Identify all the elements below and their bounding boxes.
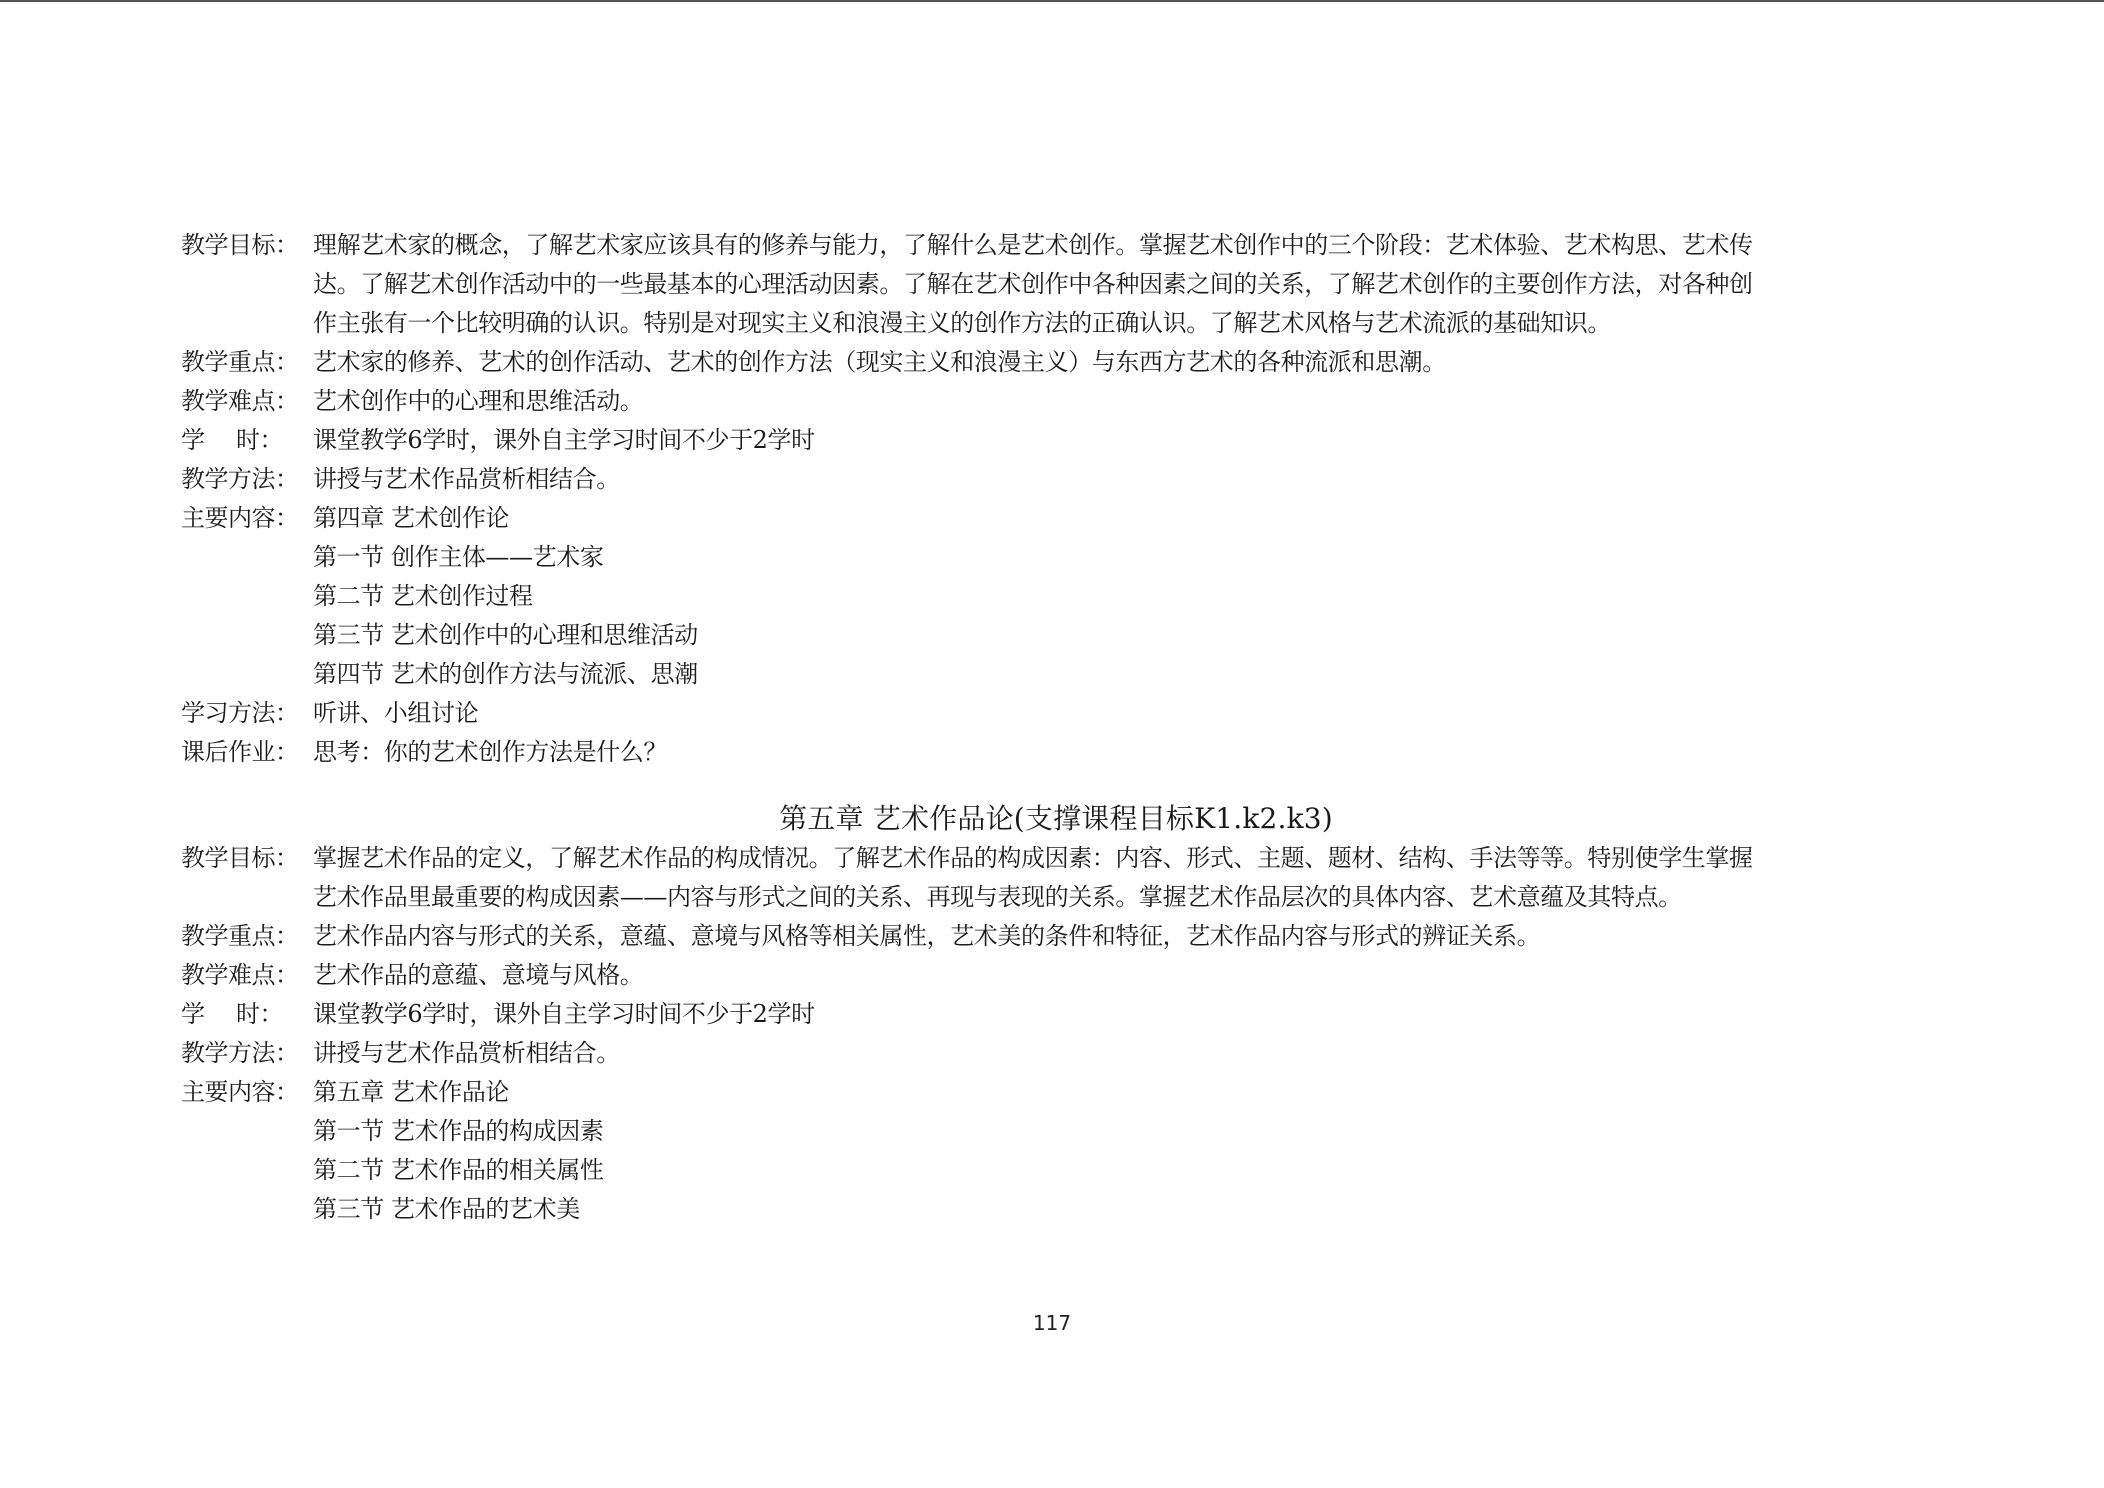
ch4-method-text: 讲授与艺术作品赏析相结合。 — [313, 465, 620, 493]
ch5-hours-row — [181, 995, 1931, 1034]
page-number: 117 — [1032, 1311, 1072, 1335]
ch5-hours-text: 课堂教学6学时，课外自主学习时间不少于2学时 — [313, 1000, 815, 1028]
ch5-hours-label — [181, 995, 313, 1034]
ch5-content-row-3 — [181, 1151, 1931, 1190]
ch5-title: 第五章 艺术作品论(支撑课程目标K1.k2.k3) — [779, 802, 1333, 835]
ch4-content-row-4 — [181, 616, 1931, 655]
ch5-content-row-2 — [181, 1112, 1931, 1151]
ch5-content-item: 第五章 艺术作品论 — [313, 1078, 510, 1106]
ch5-content-row — [181, 1073, 1931, 1112]
ch5-keypoint-text: 艺术作品内容与形式的关系，意蕴、意境与风格等相关属性，艺术美的条件和特征，艺术作品内容与形式的辨证关系。 — [313, 922, 1541, 950]
ch4-method-label: 教学方法： — [181, 465, 299, 493]
ch5-method-text: 讲授与艺术作品赏析相结合。 — [313, 1039, 620, 1067]
ch5-objective-row — [181, 839, 1931, 878]
ch4-content-row — [181, 499, 1931, 538]
ch4-objective-row — [181, 226, 1931, 265]
ch4-homework-text: 思考：你的艺术创作方法是什么？ — [313, 738, 667, 766]
ch5-content-label: 主要内容： — [181, 1078, 299, 1106]
ch4-hours-text: 课堂教学6学时，课外自主学习时间不少于2学时 — [313, 426, 815, 454]
ch4-difficulty-label: 教学难点： — [181, 387, 299, 415]
ch5-objective-line-1: 掌握艺术作品的定义，了解艺术作品的构成情况。了解艺术作品的构成因素：内容、形式、主题、题材、结构、手法等等。特别使学生掌握 — [313, 844, 1753, 872]
ch4-keypoint-row — [181, 343, 1931, 382]
ch5-content-item: 第一节 艺术作品的构成因素 — [313, 1117, 604, 1145]
ch4-content-item: 第二节 艺术创作过程 — [313, 582, 533, 610]
ch4-objective-row-2 — [181, 265, 1931, 304]
ch4-hours-row — [181, 421, 1931, 460]
ch4-content-item: 第三节 艺术创作中的心理和思维活动 — [313, 621, 698, 649]
ch4-method-row — [181, 460, 1931, 499]
ch4-objective-row-3 — [181, 304, 1931, 343]
ch4-hours-label-b: 时： — [236, 426, 283, 454]
ch4-study-text: 听讲、小组讨论 — [313, 699, 479, 727]
ch5-hours-label-a: 学 — [181, 1000, 205, 1028]
ch4-content-item: 第四章 艺术创作论 — [313, 504, 510, 532]
ch5-keypoint-label: 教学重点： — [181, 922, 299, 950]
page-top-border — [0, 0, 2104, 2]
ch4-objective-label: 教学目标： — [181, 231, 299, 259]
ch4-content-row-2 — [181, 538, 1931, 577]
ch4-study-row — [181, 694, 1931, 733]
ch4-difficulty-text: 艺术创作中的心理和思维活动。 — [313, 387, 644, 415]
ch5-keypoint-row — [181, 917, 1931, 956]
ch4-objective-line-2: 达。了解艺术创作活动中的一些最基本的心理活动因素。了解在艺术创作中各种因素之间的关系，了解艺术创作的主要创作方法，对各种创 — [313, 270, 1753, 298]
ch4-content-label: 主要内容： — [181, 504, 299, 532]
ch4-content-item: 第四节 艺术的创作方法与流派、思潮 — [313, 660, 698, 688]
ch4-content-row-3 — [181, 577, 1931, 616]
ch4-keypoint-label: 教学重点： — [181, 348, 299, 376]
ch5-method-row — [181, 1034, 1931, 1073]
ch4-study-label: 学习方法： — [181, 699, 299, 727]
ch4-content-item: 第一节 创作主体——艺术家 — [313, 543, 604, 571]
ch4-homework-label: 课后作业： — [181, 738, 299, 766]
document-page — [181, 226, 1931, 1229]
ch4-difficulty-row — [181, 382, 1931, 421]
ch5-hours-label-b: 时： — [236, 1000, 283, 1028]
ch5-objective-line-2: 艺术作品里最重要的构成因素——内容与形式之间的关系、再现与表现的关系。掌握艺术作品层次的具体内容、艺术意蕴及其特点。 — [313, 883, 1682, 911]
section-spacer — [181, 772, 1931, 799]
ch4-homework-row — [181, 733, 1931, 772]
ch5-objective-label: 教学目标： — [181, 844, 299, 872]
ch5-content-item: 第三节 艺术作品的艺术美 — [313, 1195, 580, 1223]
ch5-difficulty-label: 教学难点： — [181, 961, 299, 989]
ch4-hours-label — [181, 421, 313, 460]
ch5-difficulty-text: 艺术作品的意蕴、意境与风格。 — [313, 961, 644, 989]
ch4-keypoint-text: 艺术家的修养、艺术的创作活动、艺术的创作方法（现实主义和浪漫主义）与东西方艺术的各种流派和思潮。 — [313, 348, 1446, 376]
ch5-method-label: 教学方法： — [181, 1039, 299, 1067]
ch5-content-row-4 — [181, 1190, 1931, 1229]
ch5-difficulty-row — [181, 956, 1931, 995]
ch4-objective-line-1: 理解艺术家的概念，了解艺术家应该具有的修养与能力，了解什么是艺术创作。掌握艺术创作中的三个阶段：艺术体验、艺术构思、艺术传 — [313, 231, 1753, 259]
ch5-objective-row-2 — [181, 878, 1931, 917]
ch4-objective-line-3: 作主张有一个比较明确的认识。特别是对现实主义和浪漫主义的创作方法的正确认识。了解艺术风格与艺术流派的基础知识。 — [313, 309, 1611, 337]
ch4-content-row-5 — [181, 655, 1931, 694]
ch4-hours-label-a: 学 — [181, 426, 205, 454]
ch5-content-item: 第二节 艺术作品的相关属性 — [313, 1156, 604, 1184]
